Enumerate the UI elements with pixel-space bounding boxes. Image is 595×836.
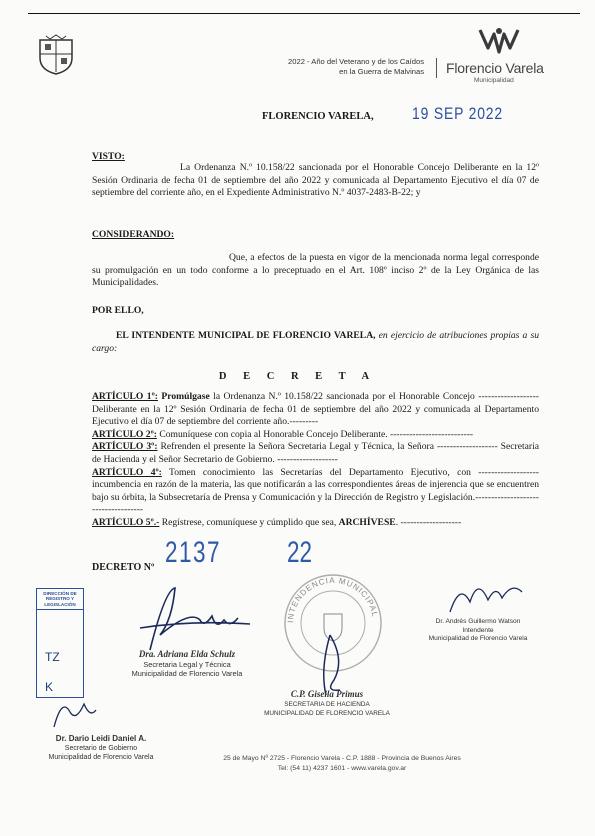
signature-name: Dr. Dario Leidi Daniel A. [55,734,147,743]
article-2 [92,429,539,442]
signature-name: C.P. Gisella Primus [290,689,364,699]
intendente-attributions: en ejercicio de atribuciones propias a su cargo: [92,330,539,354]
article-text: Tomen conocimiento las Secretarías del Departamento Ejecutivo, con ------------------- incumbencia en razón de la materia, las que notificarán a las correspondientes áreas de injerencia que se encuentren bajo su órbita, la Subsecretaría de Prensa y Comunicación y la Dirección de Registro y Legislación.------------------------------------ [92,466,539,516]
seal-text: INTENDENCIA MUNICIPAL [285,575,380,624]
article-text: la Ordenanza N.º 10.158/22 sancionada por el Honorable Concejo ------------------- Deliberante en la 12º Sesión Ordinaria de fecha 01 de septiembre del año 2022 y comunicada al Departamento Ejecutivo el día 07 de septiembre del corriente año.--------- [92,391,539,428]
signature-role: Secretario de Gobierno [64,744,138,752]
considerando-text: Que, a efectos de la puesta en vigor de la mencionada norma legal corresponde su promulgación en un todo conforme a lo preceptuado en el Art. 108º inciso 2º de la Ley Orgánica de las Municipalidades. [92,252,539,289]
article-end: . ------------------- [395,516,462,528]
signature-intendente-icon [440,572,530,622]
article-label: ARTÍCULO 2º: [92,428,157,440]
signature-legal-icon [120,580,270,660]
article-label: ARTÍCULO 3º: [92,441,158,453]
signature-block-gobierno [26,734,176,763]
logo-subtitle: Municipalidad [474,77,514,84]
signature-org: Municipalidad de Florencio Varela [48,754,154,761]
motto-line-2: en la Guerra de Malvinas [339,67,424,76]
article-1 [92,391,539,429]
considerando-heading: CONSIDERANDO: [92,229,175,240]
registro-stamp [36,588,84,698]
signature-name: Dr. Andrés Guillermo Watson [435,618,521,625]
signature-name: Dra. Adriana Elda Schulz [138,649,236,659]
date-stamp: 19 SEP 2022 [412,104,503,123]
article-label: ARTÍCULO 4º: [92,466,162,478]
decreto-label: DECRETO Nº [92,562,155,573]
signature-role: Intendente [462,626,494,634]
registro-initial-k: K [45,680,54,695]
registro-stamp-title: DIRECCIÓN DE REGISTRO Y LEGISLACIÓN [37,589,83,610]
svg-text:INTENDENCIA MUNICIPAL [286,576,380,623]
top-rule [28,13,580,14]
signature-role: SECRETARIA DE HACIENDA [284,700,370,708]
article-archivese: ARCHÍVESE [338,516,396,528]
article-text: Refrenden el presente la Señora Secretaria Legal y Técnica, la Señora ------------------- Secretaria de Hacienda y el Señor Secretario de Gobierno. ------------------- [92,441,539,465]
article-5 [92,517,539,530]
signature-org: Municipalidad de Florencio Varela [428,635,528,642]
article-4 [92,467,539,517]
motto-line-1: 2022 - Año del Veterano y de los Caídos [288,57,424,66]
signature-org: Municipalidad de Florencio Varela [131,669,243,678]
logo-name: Florencio Varela [446,60,544,76]
header-divider [436,58,437,78]
articles-block [92,391,539,530]
signature-org: MUNICIPALIDAD DE FLORENCIO VARELA [264,710,390,717]
signature-block-legal [102,650,272,679]
decreta-heading: D E C R E T A [218,371,377,382]
intendente-clause [92,330,539,355]
intendente-title: EL INTENDENTE MUNICIPAL DE FLORENCIO VARELA, [116,330,376,341]
article-lead: Promúlgase [157,391,210,402]
signature-role: Secretaria Legal y Técnica [143,659,231,669]
article-3 [92,441,539,466]
footer-line-1: 25 de Mayo Nº 2725 - Florencio Varela - C.P. 1888 - Provincia de Buenos Aires [223,755,461,762]
footer-address [172,754,512,774]
municipal-crest-icon [36,34,76,76]
signature-gobierno-icon [44,692,104,732]
visto-heading: VISTO: [92,151,125,162]
decreto-number-stamp: 2137 [165,536,222,569]
decreto-year-stamp: 22 [287,536,313,569]
signature-block-hacienda [262,690,392,719]
registro-initials: TZ [45,650,60,665]
signature-block-intendente [408,618,548,644]
footer-line-2: Tel: (54 11) 4237 1601 - www.varela.gov.ar [277,765,407,772]
article-text: Comuníquese con copia al Honorable Concejo Deliberante. -------------------------- [156,428,474,440]
year-motto [224,57,424,77]
por-ello-heading: POR ELLO, [92,305,144,316]
article-text: Regístrese, comuníquese y cúmplido que sea, [159,516,339,528]
place-label: FLORENCIO VARELA, [262,111,374,122]
article-label: ARTÍCULO 5º.- [92,516,160,528]
florencio-varela-logo-icon [474,26,524,56]
visto-text: La Ordenanza N.º 10.158/22 sancionada por el Honorable Concejo Deliberante en la 12º Sesión Ordinaria de fecha 01 de septiembre del año 2022 y comunicada al Departamento Ejecutivo el día 07 de septiembre del corriente año, en el Expediente Administrativo N.º 4037-2483-B-22; y [92,162,539,199]
article-label: ARTÍCULO 1º: [92,391,158,402]
